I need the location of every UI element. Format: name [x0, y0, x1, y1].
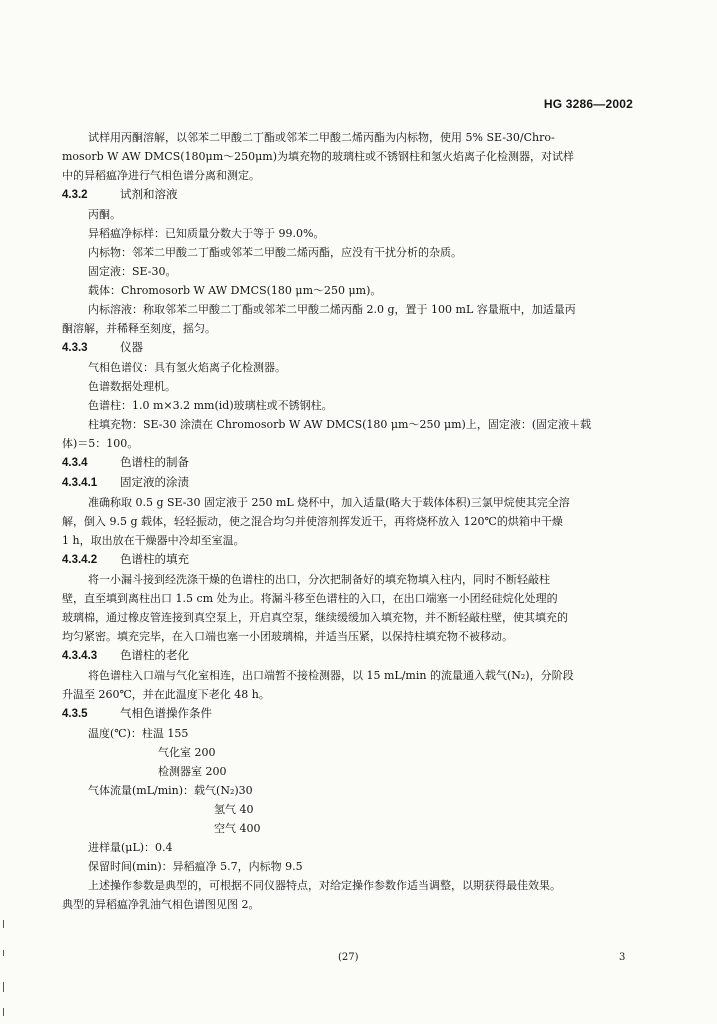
section-number: 4.3.3 — [62, 342, 88, 354]
body-line: 将一小漏斗接到经洗涤干燥的色谱柱的出口，分次把制备好的填充物填入柱内，同时不断轻敲柱 — [88, 573, 550, 586]
section-heading-4-3-4 — [62, 453, 640, 473]
section-title: 试剂和溶液 — [120, 189, 178, 201]
page-body — [62, 128, 640, 914]
condition-line: 温度(℃)：柱温 155 — [88, 727, 189, 740]
section-title: 色谱柱的老化 — [120, 650, 189, 662]
condition-line: 保留时间(min)：异稻瘟净 5.7，内标物 9.5 — [88, 860, 303, 873]
section-title: 气相色谱操作条件 — [120, 708, 212, 720]
section-title: 仪器 — [120, 342, 143, 354]
intro-line: 试样用丙酮溶解，以邻苯二甲酸二丁酯或邻苯二甲酸二烯丙酯为内标物，使用 5% SE-30/Chro- — [88, 131, 555, 144]
body-line: 升温至 260℃，并在此温度下老化 48 h。 — [62, 688, 270, 701]
body-line: 色谱柱：1.0 m×3.2 mm(id)玻璃柱或不锈钢柱。 — [88, 399, 333, 412]
body-line: 玻璃棉，通过橡皮管连接到真空泵上，开启真空泵，继续缓缓加入填充物，并不断轻敲柱壁，使其填充的 — [62, 611, 568, 624]
body-line: 固定液：SE-30。 — [88, 265, 177, 278]
body-line: 色谱数据处理机。 — [88, 380, 176, 393]
section-number: 4.3.4.1 — [62, 477, 98, 489]
body-line: 柱填充物：SE-30 涂渍在 Chromosorb W AW DMCS(180 μm～250 μm)上，固定液：(固定液＋载 — [88, 418, 592, 431]
body-line: 酮溶解，并稀释至刻度，摇匀。 — [62, 322, 216, 335]
body-line: 上述操作参数是典型的，可根据不同仪器特点，对给定操作参数作适当调整，以期获得最佳效果。 — [88, 879, 561, 892]
footer-sheet-number: 3 — [619, 952, 626, 963]
body-line: 内标物：邻苯二甲酸二丁酯或邻苯二甲酸二烯丙酯，应没有干扰分析的杂质。 — [88, 246, 462, 259]
body-line: 丙酮。 — [88, 208, 121, 221]
body-line: 异稻瘟净标样：已知质量分数大于等于 99.0%。 — [88, 227, 325, 240]
intro-line: 中的异稻瘟净进行气相色谱分离和测定。 — [62, 169, 260, 182]
body-line: 典型的异稻瘟净乳油气相色谱图见图 2。 — [62, 898, 260, 911]
condition-line: 气体流量(mL/min)：载气(N₂)30 — [88, 784, 253, 797]
section-heading-4-3-4-1 — [62, 473, 640, 493]
body-line: 体)＝5：100。 — [62, 437, 139, 450]
section-number: 4.3.4 — [62, 457, 88, 469]
section-number: 4.3.4.3 — [62, 650, 98, 662]
body-line: 准确称取 0.5 g SE-30 固定液于 250 mL 烧杯中，加入适量(略大于载体体积)三氯甲烷使其完全溶 — [88, 496, 570, 509]
condition-line: 进样量(μL)：0.4 — [88, 841, 173, 854]
section-title: 色谱柱的制备 — [120, 457, 189, 469]
scan-margin-marks — [2, 920, 6, 1020]
section-heading-4-3-4-2 — [62, 550, 640, 570]
body-line: 壁，直至填到离柱出口 1.5 cm 处为止。将漏斗移至色谱柱的入口，在出口端塞一小团经硅烷化处理的 — [62, 592, 558, 605]
condition-line: 氢气 40 — [214, 803, 254, 816]
section-number: 4.3.5 — [62, 708, 88, 720]
section-heading-4-3-2 — [62, 185, 640, 205]
body-line: 气相色谱仪：具有氢火焰离子化检测器。 — [88, 361, 286, 374]
body-line: 内标溶液：称取邻苯二甲酸二丁酯或邻苯二甲酸二烯丙酯 2.0 g，置于 100 mL 容量瓶中，加适量丙 — [88, 303, 576, 316]
section-title: 固定液的涂渍 — [120, 477, 189, 489]
section-heading-4-3-5 — [62, 704, 640, 724]
section-title: 色谱柱的填充 — [120, 554, 189, 566]
standard-number: HG 3286—2002 — [543, 97, 633, 111]
footer-page-number: (27) — [338, 952, 359, 963]
section-number: 4.3.4.2 — [62, 554, 98, 566]
body-line: 载体：Chromosorb W AW DMCS(180 μm～250 μm)。 — [88, 284, 382, 297]
intro-line: mosorb W AW DMCS(180μm～250μm)为填充物的玻璃柱或不锈钢柱和氢火焰离子化检测器，对试样 — [62, 150, 574, 163]
condition-line: 气化室 200 — [158, 746, 216, 759]
section-heading-4-3-4-3 — [62, 646, 640, 666]
condition-line: 检测器室 200 — [158, 765, 227, 778]
body-line: 将色谱柱入口端与气化室相连，出口端暂不接检测器，以 15 mL/min 的流量通入载气(N₂)，分阶段 — [88, 669, 574, 682]
body-line: 解，倒入 9.5 g 载体，轻轻振动，使之混合均匀并使溶剂挥发近干，再将烧杯放入 120℃的烘箱中干燥 — [62, 515, 563, 528]
condition-line: 空气 400 — [214, 822, 261, 835]
section-number: 4.3.2 — [62, 189, 88, 201]
body-line: 均匀紧密。填充完毕，在入口端也塞一小团玻璃棉，并适当压紧，以保持柱填充物不被移动。 — [62, 630, 513, 643]
body-line: 1 h，取出放在干燥器中冷却至室温。 — [62, 534, 245, 547]
section-heading-4-3-3 — [62, 338, 640, 358]
